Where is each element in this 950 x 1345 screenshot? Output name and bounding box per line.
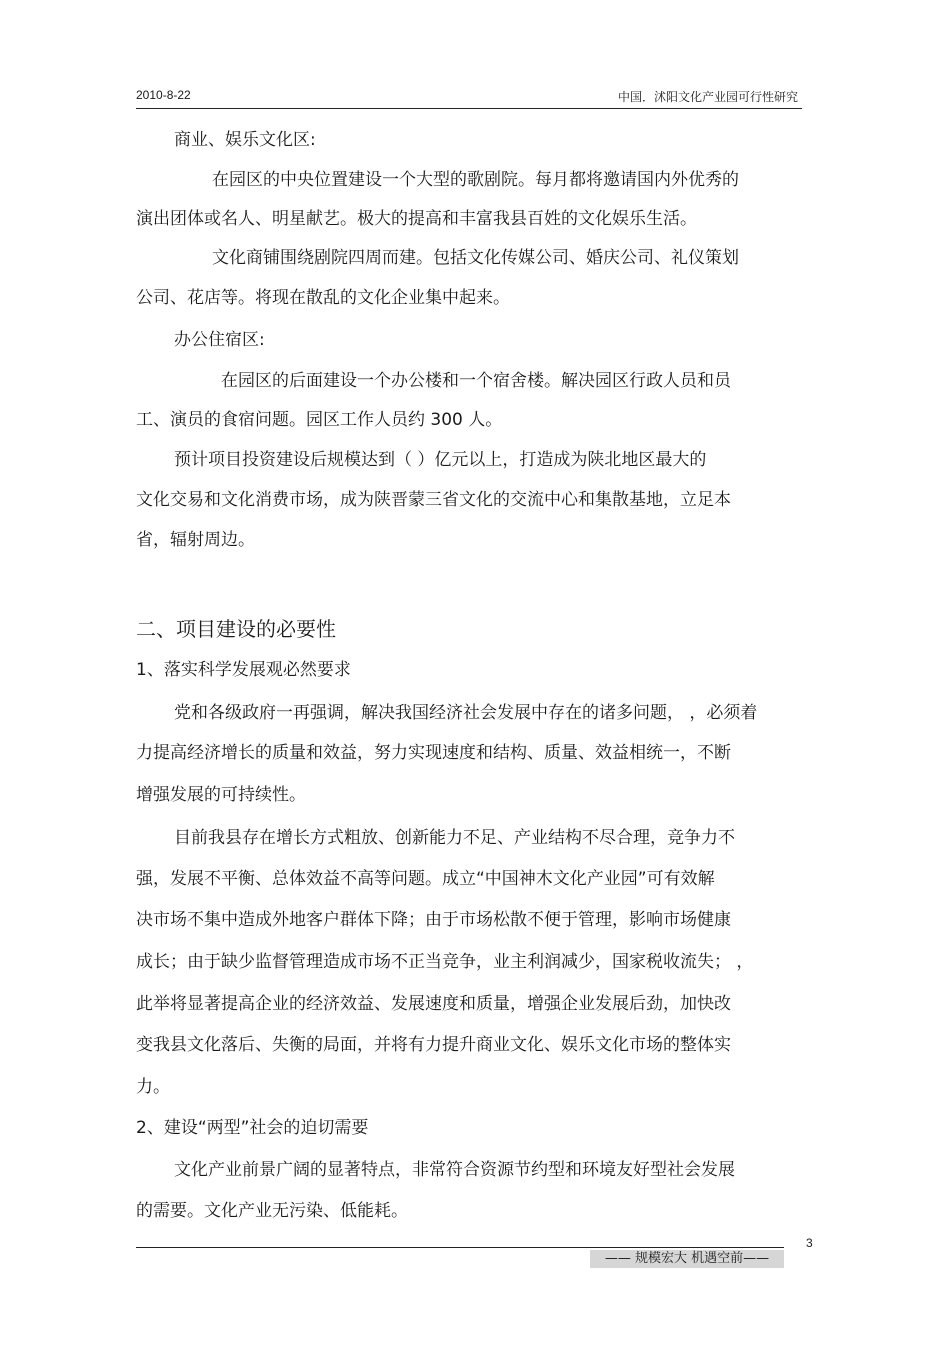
paragraph-line: 增强发展的可持续性。 — [136, 785, 306, 805]
body-line: 省，辐射周边。 — [136, 530, 255, 550]
subsection-heading-1: 1、落实科学发展观必然要求 — [136, 660, 351, 680]
paragraph-line: 变我县文化落后、失衡的局面，并将有力提升商业文化、娱乐文化市场的整体实 — [136, 1035, 731, 1055]
page-number: 3 — [806, 1236, 813, 1250]
paragraph-line: 力提高经济增长的质量和效益，努力实现速度和结构、质量、效益相统一，不断 — [136, 743, 731, 763]
header-title: 中国．沭阳文化产业园可行性研究 — [617, 90, 798, 104]
paragraph-line: 决市场不集中造成外地客户群体下降；由于市场松散不便于管理，影响市场健康 — [136, 910, 731, 930]
body-line: 演出团体或名人、明星献艺。极大的提高和丰富我县百姓的文化娱乐生活。 — [136, 209, 697, 229]
footer-rule — [136, 1247, 784, 1248]
body-line: 公司、花店等。将现在散乱的文化企业集中起来。 — [136, 288, 510, 308]
page-header — [136, 86, 802, 109]
body-line: 工、演员的食宿问题。园区工作人员约 300 人。 — [136, 410, 503, 430]
paragraph-line: 此举将显著提高企业的经济效益、发展速度和质量，增强企业发展后劲，加快改 — [136, 994, 731, 1014]
paragraph-line: 力。 — [136, 1077, 170, 1097]
paragraph-line: 文化产业前景广阔的显著特点，非常符合资源节约型和环境友好型社会发展 — [174, 1160, 735, 1180]
header-date: 2010-8-22 — [136, 88, 191, 102]
body-line: 文化交易和文化消费市场，成为陕晋蒙三省文化的交流中心和集散基地，立足本 — [136, 490, 731, 510]
subsection-heading-2: 2、建设“两型”社会的迫切需要 — [136, 1118, 369, 1138]
section-heading: 二、项目建设的必要性 — [136, 617, 336, 641]
body-line: 在园区的中央位置建设一个大型的歌剧院。每月都将邀请国内外优秀的 — [212, 170, 739, 190]
footer-slogan: —— 规模宏大 机遇空前—— — [590, 1250, 784, 1268]
body-line: 在园区的后面建设一个办公楼和一个宿舍楼。解决园区行政人员和员 — [221, 371, 731, 391]
paragraph-line: 成长；由于缺少监督管理造成市场不正当竞争，业主利润减少，国家税收流失； ， — [136, 952, 754, 972]
paragraph-line: 强，发展不平衡、总体效益不高等问题。成立“中国神木文化产业园”可有效解 — [136, 869, 715, 889]
body-line: 预计项目投资建设后规模达到（ ）亿元以上，打造成为陕北地区最大的 — [174, 450, 707, 470]
paragraph-line: 党和各级政府一再强调，解决我国经济社会发展中存在的诸多问题， ，必须着 — [174, 703, 758, 723]
paragraph-line: 的需要。文化产业无污染、低能耗。 — [136, 1201, 408, 1221]
subheading-office-zone: 办公住宿区: — [174, 330, 265, 350]
paragraph-line: 目前我县存在增长方式粗放、创新能力不足、产业结构不尽合理，竞争力不 — [174, 828, 735, 848]
subheading-commercial-zone: 商业、娱乐文化区: — [174, 130, 316, 150]
body-line: 文化商铺围绕剧院四周而建。包括文化传媒公司、婚庆公司、礼仪策划 — [212, 248, 739, 268]
